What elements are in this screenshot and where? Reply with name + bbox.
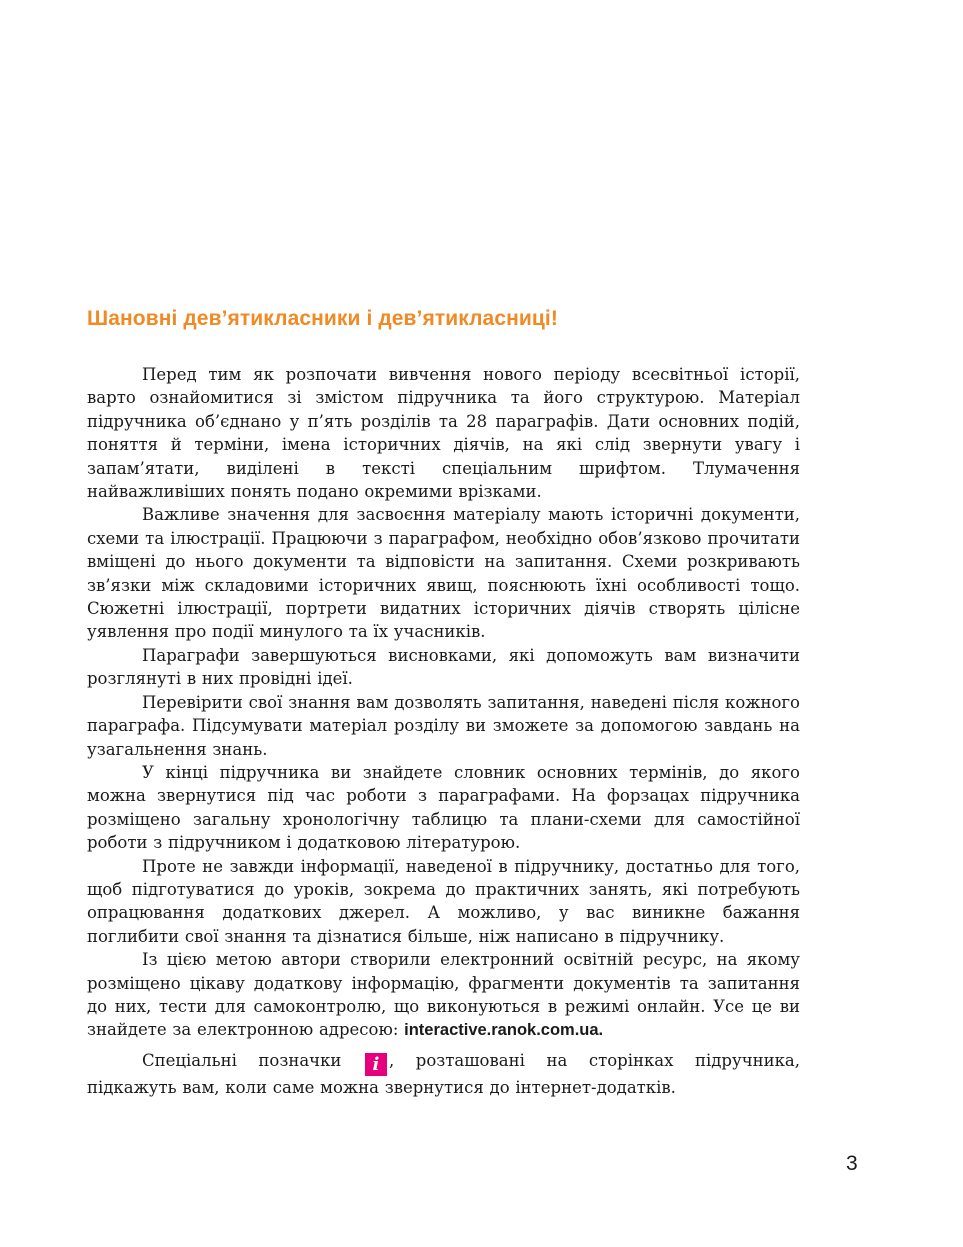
resource-url: interactive.ranok.com.ua. xyxy=(404,1021,604,1040)
paragraph-electronic-resource xyxy=(87,948,800,1043)
paragraph-glossary: У кінці підручника ви знайдете словник основних термінів, до якого можна звернутися під час роботи з параграфами. На форзацах підручника розміщено загальну хронологічну таблицю та плани-схеми для самостійної роботи з підручником і додатковою літературою. xyxy=(87,762,800,853)
paragraph-structure: Перед тим як розпочати вивчення нового періоду всесвітньої історії, варто ознайомитися зі змістом підручника та його структурою. Матеріал підручника об’єднано у п’ять розділів та 28 параграфів. Дати основних подій, поняття й терміни, імена історичних діячів, на які слід звернути увагу і запам’ятати, виділені в тексті спеціальним шрифтом. Тлумачення найважливіших понять подано окремими врізками. xyxy=(87,365,800,502)
paragraph-conclusions: Параграфи завершуються висновками, які допоможуть вам визначити розглянуті в них провідні ідеї. xyxy=(87,645,800,689)
paragraph-additional-sources: Проте не завжди інформації, наведеної в підручнику, достатньо для того, щоб підготуватися до уроків, зокрема до практичних занять, які потребують опрацювання додаткових джерел. А можливо, у вас виникне бажання поглибити свої знання та дізнатися більше, ніж написано в підручнику. xyxy=(87,856,800,946)
paragraph-questions: Перевірити свої знання вам дозволять запитання, наведені після кожного параграфа. Підсумувати матеріал розділу ви зможете за допомогою завдань на узагальнення знань. xyxy=(87,692,800,759)
info-icon: i xyxy=(365,1053,387,1076)
icon-legend-after: , розташовані на сторінках підручника, підкажуть вам, коли саме можна звернутися до інтернет-додатків. xyxy=(87,1050,800,1097)
paragraph-icon-legend xyxy=(87,1049,800,1099)
paragraph-documents: Важливе значення для засвоєння матеріалу мають історичні документи, схеми та ілюстрації. Працюючи з параграфом, необхідно обов’язково прочитати вміщені до нього документи та відповісти на запитання. Схеми розкривають зв’язки між складовими історичних явищ, пояснюють їхні особливості тощо. Сюжетні ілюстрації, портрети видатних історичних діячів створять цілісне уявлення про події минулого та їх учасників. xyxy=(87,505,800,642)
page-heading: Шановні дев’ятикласники і дев’ятикласниці! xyxy=(87,307,558,330)
resource-text: Із цією метою автори створили електронний освітній ресурс, на якому розміщено цікаву додаткову інформацію, фрагменти документів та запитання до них, тести для самоконтролю, що виконуються в режимі онлайн. Усе це ви знайдете за електронною адресою: xyxy=(87,950,800,1040)
intro-text xyxy=(87,363,800,1099)
icon-legend-before: Спеціальні позначки xyxy=(142,1050,363,1070)
page-number: 3 xyxy=(846,1152,858,1175)
